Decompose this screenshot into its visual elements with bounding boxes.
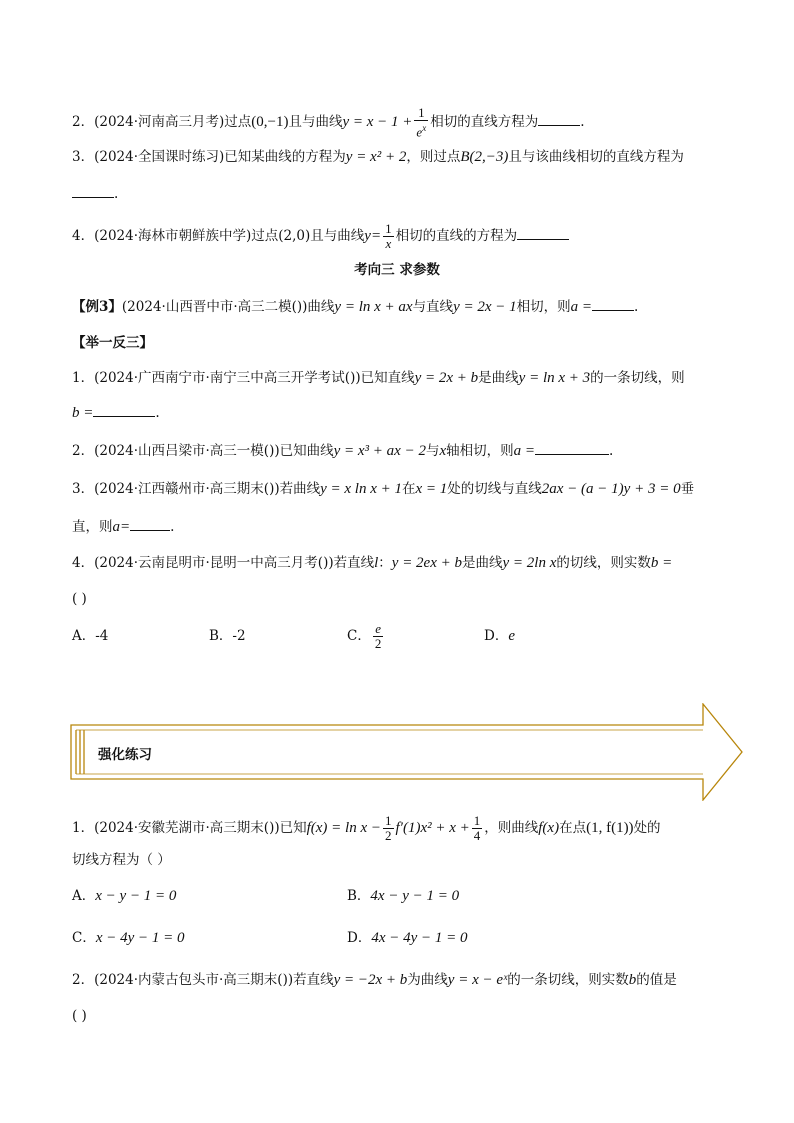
equation: y = 2x + b: [414, 370, 479, 386]
fraction-numerator: 1: [385, 221, 392, 236]
equation: y = ln x + ax: [334, 299, 413, 315]
question-text: 过点(2,0)且与曲线: [251, 228, 365, 244]
equation: 2ax − (a − 1)y + 3 = 0: [541, 481, 681, 497]
option-a[interactable]: [72, 886, 176, 906]
option-label: D．: [484, 628, 509, 644]
question-text: 已知某曲线的方程为: [224, 149, 346, 165]
answer-parentheses: ( ): [72, 591, 87, 607]
fraction: [383, 222, 394, 251]
equation: y = x − eˣ: [447, 972, 508, 988]
question-text: 垂: [680, 481, 695, 497]
example-3: [72, 296, 722, 317]
section-banner: [70, 703, 744, 805]
period: .: [580, 114, 585, 131]
question-text: 与直线: [412, 299, 454, 315]
question-text: 过点: [224, 114, 252, 131]
question-text: 在: [402, 481, 416, 497]
option-c[interactable]: [72, 928, 185, 948]
question-text: 是曲线: [462, 555, 503, 571]
question-3-continuation: [72, 183, 722, 204]
exercise-question-1: [72, 814, 722, 843]
question-number: 2．: [72, 443, 95, 459]
answer-blank[interactable]: [535, 440, 609, 455]
point: (1, f(1)): [586, 820, 634, 836]
question-source: (2024·安徽芜湖市·高三期末()): [94, 820, 280, 836]
option-a[interactable]: A．-4: [72, 628, 109, 644]
practice-question-2: [72, 440, 722, 461]
question-number: 3．: [72, 149, 95, 165]
question-text: 且与曲线: [288, 114, 343, 131]
question-text: ，则曲线: [484, 820, 539, 836]
equation: y=: [364, 228, 382, 244]
equation: y = x ln x + 1: [320, 481, 402, 497]
fraction-denominator: e: [416, 124, 423, 140]
option-b[interactable]: [347, 886, 459, 906]
option-b[interactable]: B．-2: [209, 628, 246, 644]
option-value: 4x − y − 1 = 0: [370, 888, 460, 904]
question-text: 的值是: [636, 972, 677, 988]
fraction-denominator: 2: [385, 828, 392, 843]
question-number: 4．: [72, 555, 95, 571]
practice-question-1: [72, 368, 722, 388]
option-label: C．: [347, 628, 371, 644]
practice-label: 【举一反三】: [72, 335, 153, 351]
question-text: 曲线: [307, 299, 335, 315]
question-text: 轴相切，则: [446, 443, 514, 459]
section-heading: 考向三 求参数: [354, 262, 440, 278]
practice-question-4: [72, 553, 722, 573]
question-text: 直，则: [72, 519, 113, 535]
question-text: ：: [378, 555, 392, 571]
option-value: 4x − 4y − 1 = 0: [371, 930, 468, 946]
question-text: 的一条切线，则实数: [507, 972, 629, 988]
option-value: x − y − 1 = 0: [95, 888, 177, 904]
question-3-tangent-line: [72, 147, 722, 167]
equation: f(x) = ln x −: [306, 820, 381, 836]
fraction: [414, 106, 428, 139]
practice-question-1-continuation: [72, 402, 722, 423]
question-text: ，则过点: [406, 149, 461, 165]
fraction: [373, 622, 384, 651]
question-2-tangent-line: [72, 106, 722, 139]
question-source: (2024·河南高三月考): [94, 114, 225, 131]
equation: b =: [650, 555, 673, 571]
option-label: D．: [347, 930, 372, 946]
practice-question-3: [72, 479, 722, 499]
equation: y = x − 1 +: [342, 114, 413, 131]
question-text: 相切，则: [516, 299, 571, 315]
equation: y = 2ex + b: [391, 555, 462, 571]
exercise-question-1-continuation: 切线方程为（ ）: [72, 852, 171, 868]
fraction-numerator: 1: [385, 813, 392, 828]
equation: a=: [112, 519, 131, 535]
option-d[interactable]: [484, 626, 515, 646]
equation: y = −2x + b: [333, 972, 408, 988]
question-text: 在点: [559, 820, 587, 836]
question-text: 处的切线与直线: [447, 481, 542, 497]
fraction-numerator: 1: [414, 106, 428, 121]
question-number: 1．: [72, 370, 95, 386]
answer-blank[interactable]: [93, 402, 155, 417]
question-text: 处的: [633, 820, 661, 836]
option-c[interactable]: [347, 622, 385, 651]
banner-title: 强化练习: [98, 747, 152, 763]
question-text: 已知曲线: [279, 443, 334, 459]
equation: y = 2x − 1: [453, 299, 517, 315]
option-label: C．: [72, 930, 96, 946]
question-text: 若直线: [293, 972, 334, 988]
answer-blank[interactable]: [538, 111, 580, 126]
variable: l: [374, 555, 379, 571]
period: .: [114, 186, 119, 202]
equation: y = 2ln x: [502, 555, 557, 571]
period: .: [155, 405, 160, 421]
equation: y = x³ + ax − 2: [333, 443, 426, 459]
answer-blank[interactable]: [130, 516, 170, 531]
option-value: e: [508, 628, 515, 644]
fraction-denominator: 4: [473, 828, 481, 843]
question-text: 相切的直线的方程为: [395, 228, 518, 244]
exercise-question-2: [72, 970, 722, 990]
fraction-denominator: x: [385, 236, 392, 251]
question-number: 3．: [72, 481, 95, 497]
question-source: (2024·全国课时练习): [94, 149, 225, 165]
equation: a =: [570, 299, 592, 315]
question-number: 2．: [72, 972, 95, 988]
question-text: 相切的直线方程为: [430, 114, 539, 131]
question-text: 若直线: [333, 555, 375, 571]
question-source: (2024·云南昆明市·昆明一中高三月考()): [94, 555, 334, 571]
question-source: (2024·海林市朝鲜族中学): [94, 228, 252, 244]
equation: f′(1)x² + x +: [395, 820, 470, 836]
period: .: [609, 443, 614, 459]
question-text: 为曲线: [407, 972, 448, 988]
option-d[interactable]: [347, 928, 468, 948]
answer-blank[interactable]: [72, 183, 114, 198]
question-source: (2024·江西赣州市·高三期末()): [94, 481, 280, 497]
question-text: 的切线，则实数: [556, 555, 651, 571]
fraction: [383, 814, 394, 843]
equation: b =: [72, 405, 94, 421]
point: (0,−1): [251, 114, 289, 131]
question-source: (2024·山西晋中市·高三二模()): [121, 299, 308, 315]
answer-blank[interactable]: [592, 296, 634, 311]
variable: x: [439, 443, 447, 459]
equation: a =: [513, 443, 535, 459]
equation: y = x² + 2: [345, 149, 407, 165]
option-label: A．: [72, 888, 96, 904]
fraction: [472, 814, 483, 843]
period: .: [170, 519, 175, 535]
banner-arrow-icon: [70, 703, 744, 801]
question-text: 与: [425, 443, 440, 459]
question-text: 且与该曲线相切的直线方程为: [508, 149, 684, 165]
question-source: (2024·广西南宁市·南宁三中高三开学考试()): [94, 370, 361, 386]
equation: x = 1: [415, 481, 448, 497]
question-text: 是曲线: [478, 370, 519, 386]
point: B(2,−3): [460, 149, 509, 165]
question-number: 2．: [72, 114, 95, 131]
question-source: (2024·内蒙古包头市·高三期末()): [94, 972, 294, 988]
fraction-numerator: 1: [473, 813, 481, 828]
example-label: 【例3】: [72, 299, 122, 315]
question-text: 已知: [279, 820, 307, 836]
question-number: 4．: [72, 228, 95, 244]
option-label: B．: [347, 888, 371, 904]
question-text: 若曲线: [279, 481, 321, 497]
question-text: 的一条切线，则: [590, 370, 685, 386]
question-source: (2024·山西吕梁市·高三一模()): [94, 443, 280, 459]
period: .: [634, 299, 639, 315]
exponent: x: [422, 123, 427, 133]
fraction-denominator: 2: [374, 636, 382, 651]
equation: f(x): [538, 820, 560, 836]
answer-blank[interactable]: [517, 225, 569, 240]
option-value: x − 4y − 1 = 0: [95, 930, 185, 946]
question-4-tangent-line: [72, 222, 722, 251]
fraction-numerator: e: [373, 622, 384, 637]
question-number: 1．: [72, 820, 95, 836]
equation: y = ln x + 3: [518, 370, 591, 386]
question-text: 已知直线: [360, 370, 415, 386]
variable: b: [628, 972, 637, 988]
answer-parentheses: ( ): [72, 1008, 87, 1024]
practice-question-3-continuation: [72, 516, 722, 537]
